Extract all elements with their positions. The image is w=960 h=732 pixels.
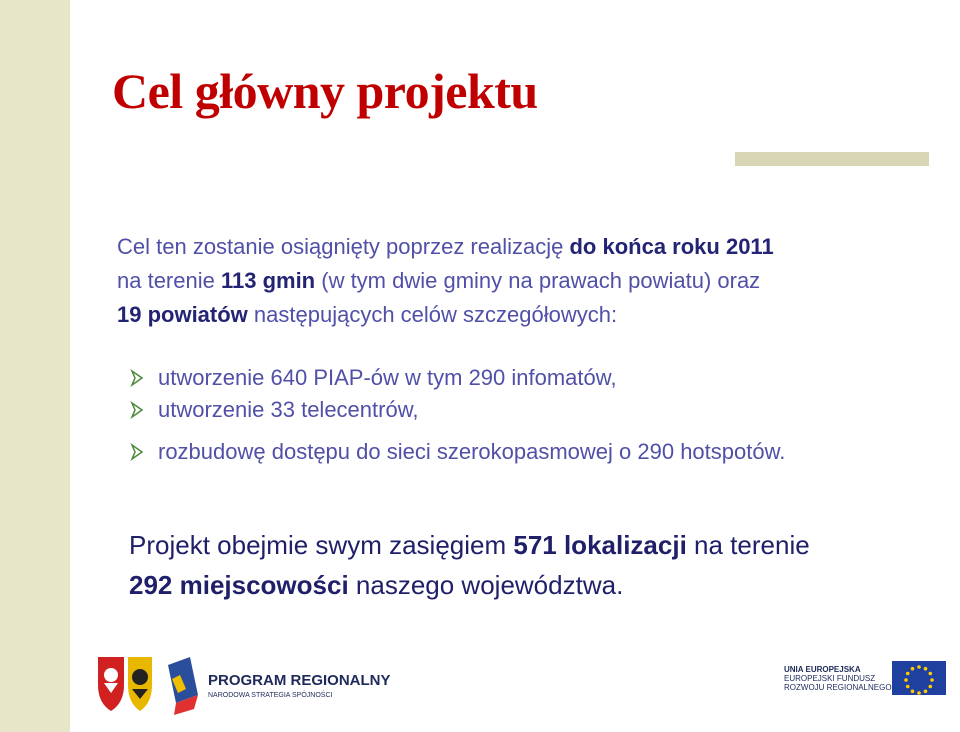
intro-paragraph [117, 230, 957, 332]
intro-powiaty-count: 19 powiatów [117, 302, 248, 327]
intro-text-3: (w tym dwie gminy na prawach powiatu) oraz [315, 268, 761, 293]
program-regionalny-subtitle: NARODOWA STRATEGIA SPÓJNOŚCI [208, 692, 333, 699]
intro-gminy-count: 113 gmin [220, 268, 316, 293]
intro-text-1: Cel ten zostanie osiągnięty poprzez realizację [117, 234, 570, 259]
left-sidebar-band [0, 0, 70, 732]
list-item [128, 394, 785, 426]
eu-text-line-1: UNIA EUROPEJSKA [784, 665, 861, 674]
eu-text-line-3: ROZWOJU REGIONALNEGO [784, 683, 892, 692]
outro-towns-count: 292 miejscowości [129, 570, 349, 600]
list-item-text: utworzenie 33 telecentrów, [158, 397, 419, 422]
intro-text-4: następujących celów szczegółowych: [247, 302, 618, 327]
footer-logos [0, 645, 960, 732]
intro-deadline: do końca roku 2011 [569, 234, 774, 259]
eu-flag-icon [892, 661, 946, 695]
intro-text-2: na terenie [117, 268, 221, 293]
voivodeship-coat-of-arms-icon [98, 657, 152, 711]
program-regionalny-title: PROGRAM REGIONALNY [208, 672, 391, 689]
list-item [128, 362, 785, 394]
list-item [128, 436, 785, 468]
outro-locations-count: 571 lokalizacji [513, 530, 687, 560]
outro-text-2: na terenie [686, 530, 810, 560]
outro-text-1: Projekt obejmie swym zasięgiem [129, 530, 514, 560]
page-title: Cel główny projektu [112, 63, 538, 119]
outro-text-3: naszego województwa. [348, 570, 624, 600]
title-accent-bar [735, 152, 929, 166]
arrow-bullet-icon [128, 368, 146, 388]
list-item-text: utworzenie 640 PIAP-ów w tym 290 infomatów, [158, 365, 617, 390]
outro-paragraph [129, 525, 810, 605]
list-item-text: rozbudowę dostępu do sieci szerokopasmowej o 290 hotspotów. [158, 439, 786, 464]
eu-text-line-2: EUROPEJSKI FUNDUSZ [784, 674, 876, 683]
arrow-bullet-icon [128, 400, 146, 420]
program-regionalny-logo-icon [168, 657, 198, 715]
goals-list [128, 362, 785, 468]
arrow-bullet-icon [128, 442, 146, 462]
